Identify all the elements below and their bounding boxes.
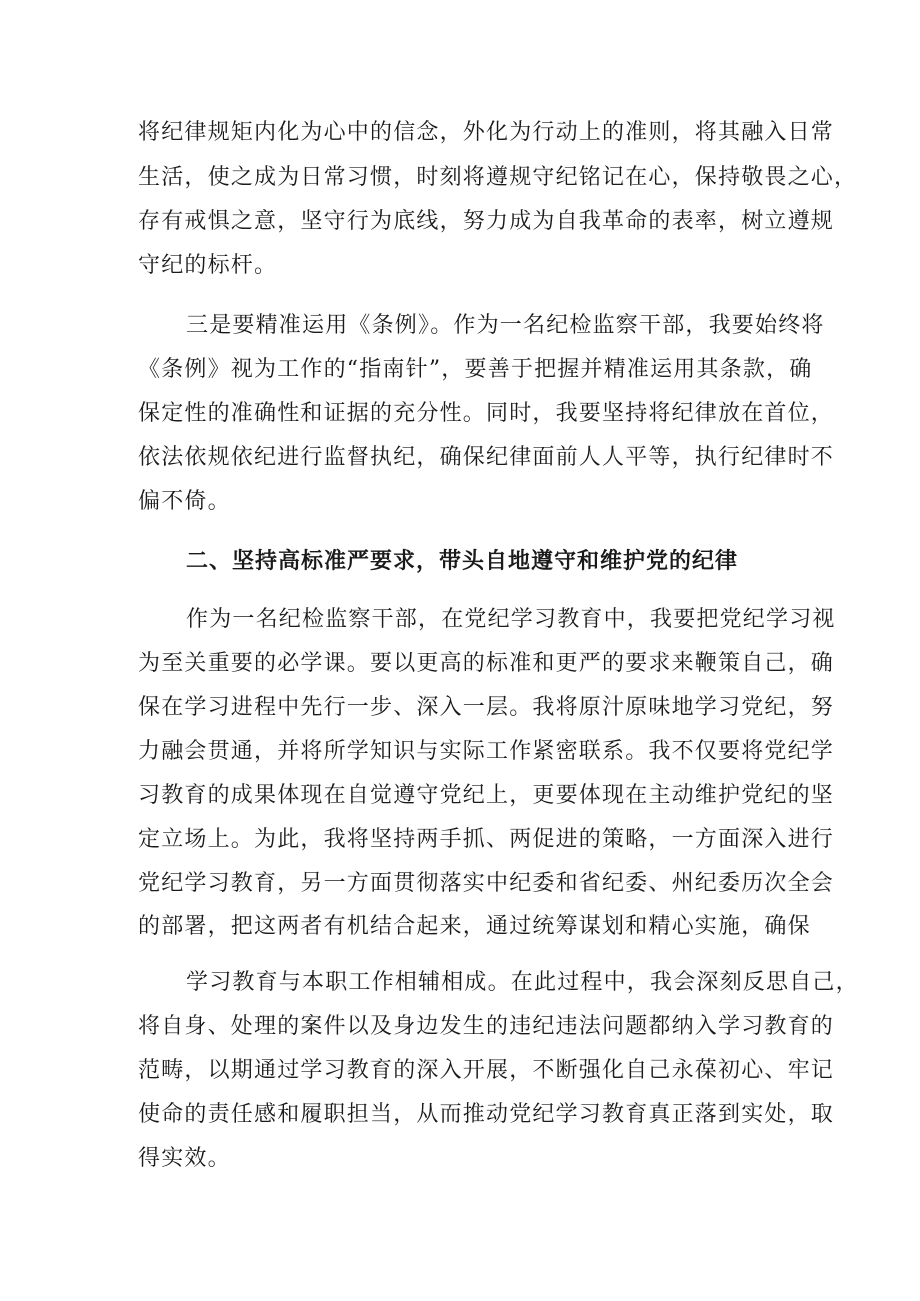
- paragraph-4-line: 使命的责任感和履职担当，从而推动党纪学习教育真正落到实处，取: [138, 1102, 835, 1127]
- paragraph-4-line: 学习教育与本职工作相辅相成。在此过程中，我会深刻反思自己，: [186, 970, 859, 995]
- paragraph-2-line: 偏不倚。: [138, 489, 231, 514]
- paragraph-1-line: 守纪的标杆。: [138, 253, 278, 278]
- paragraph-1-line: 生活，使之成为日常习惯，时刻将遵规守纪铭记在心，保持敬畏之心，: [138, 165, 858, 190]
- paragraph-3-line: 作为一名纪检监察干部，在党纪学习教育中，我要把党纪学习视: [186, 607, 836, 632]
- paragraph-3-line: 党纪学习教育，另一方面贯彻落实中纪委和省纪委、州纪委历次全会: [138, 871, 835, 896]
- paragraph-2-line: 保定性的准确性和证据的充分性。同时，我要坚持将纪律放在首位，: [138, 401, 835, 426]
- paragraph-4-line: 范畴，以期通过学习教育的深入开展，不断强化自己永葆初心、牢记: [138, 1058, 835, 1083]
- paragraph-3-line: 定立场上。为此，我将坚持两手抓、两促进的策略，一方面深入进行: [138, 827, 835, 852]
- paragraph-4-line: 将自身、处理的案件以及身边发生的违纪违法问题都纳入学习教育的: [138, 1014, 835, 1039]
- paragraph-2-line: 《条例》视为工作的“指南针”，要善于把握并精准运用其条款，确: [138, 357, 813, 382]
- paragraph-2-line: 三是要精准运用《条例》。作为一名纪检监察干部，我要始终将: [186, 313, 825, 338]
- paragraph-3-line: 为至关重要的必学课。要以更高的标准和更严的要求来鞭策自己，确: [138, 651, 835, 676]
- paragraph-3-line: 保在学习进程中先行一步、深入一层。我将原汁原味地学习党纪，努: [138, 695, 835, 720]
- section-heading: 二、坚持高标准严要求，带头自地遵守和维护党的纪律: [186, 548, 739, 574]
- paragraph-1-line: 存有戒惧之意，坚守行为底线，努力成为自我革命的表率，树立遵规: [138, 209, 835, 234]
- paragraph-1-line: 将纪律规矩内化为心中的信念，外化为行动上的准则，将其融入日常: [138, 120, 835, 145]
- paragraph-3-line: 习教育的成果体现在自觉遵守党纪上，更要体现在主动维护党纪的坚: [138, 783, 835, 808]
- paragraph-2-line: 依法依规依纪进行监督执纪，确保纪律面前人人平等，执行纪律时不: [138, 445, 835, 470]
- paragraph-4-line: 得实效。: [138, 1146, 231, 1171]
- paragraph-3-line: 的部署，把这两者有机结合起来，通过统筹谋划和精心实施，确保: [138, 914, 811, 939]
- paragraph-3-line: 力融会贯通，并将所学知识与实际工作紧密联系。我不仅要将党纪学: [138, 739, 835, 764]
